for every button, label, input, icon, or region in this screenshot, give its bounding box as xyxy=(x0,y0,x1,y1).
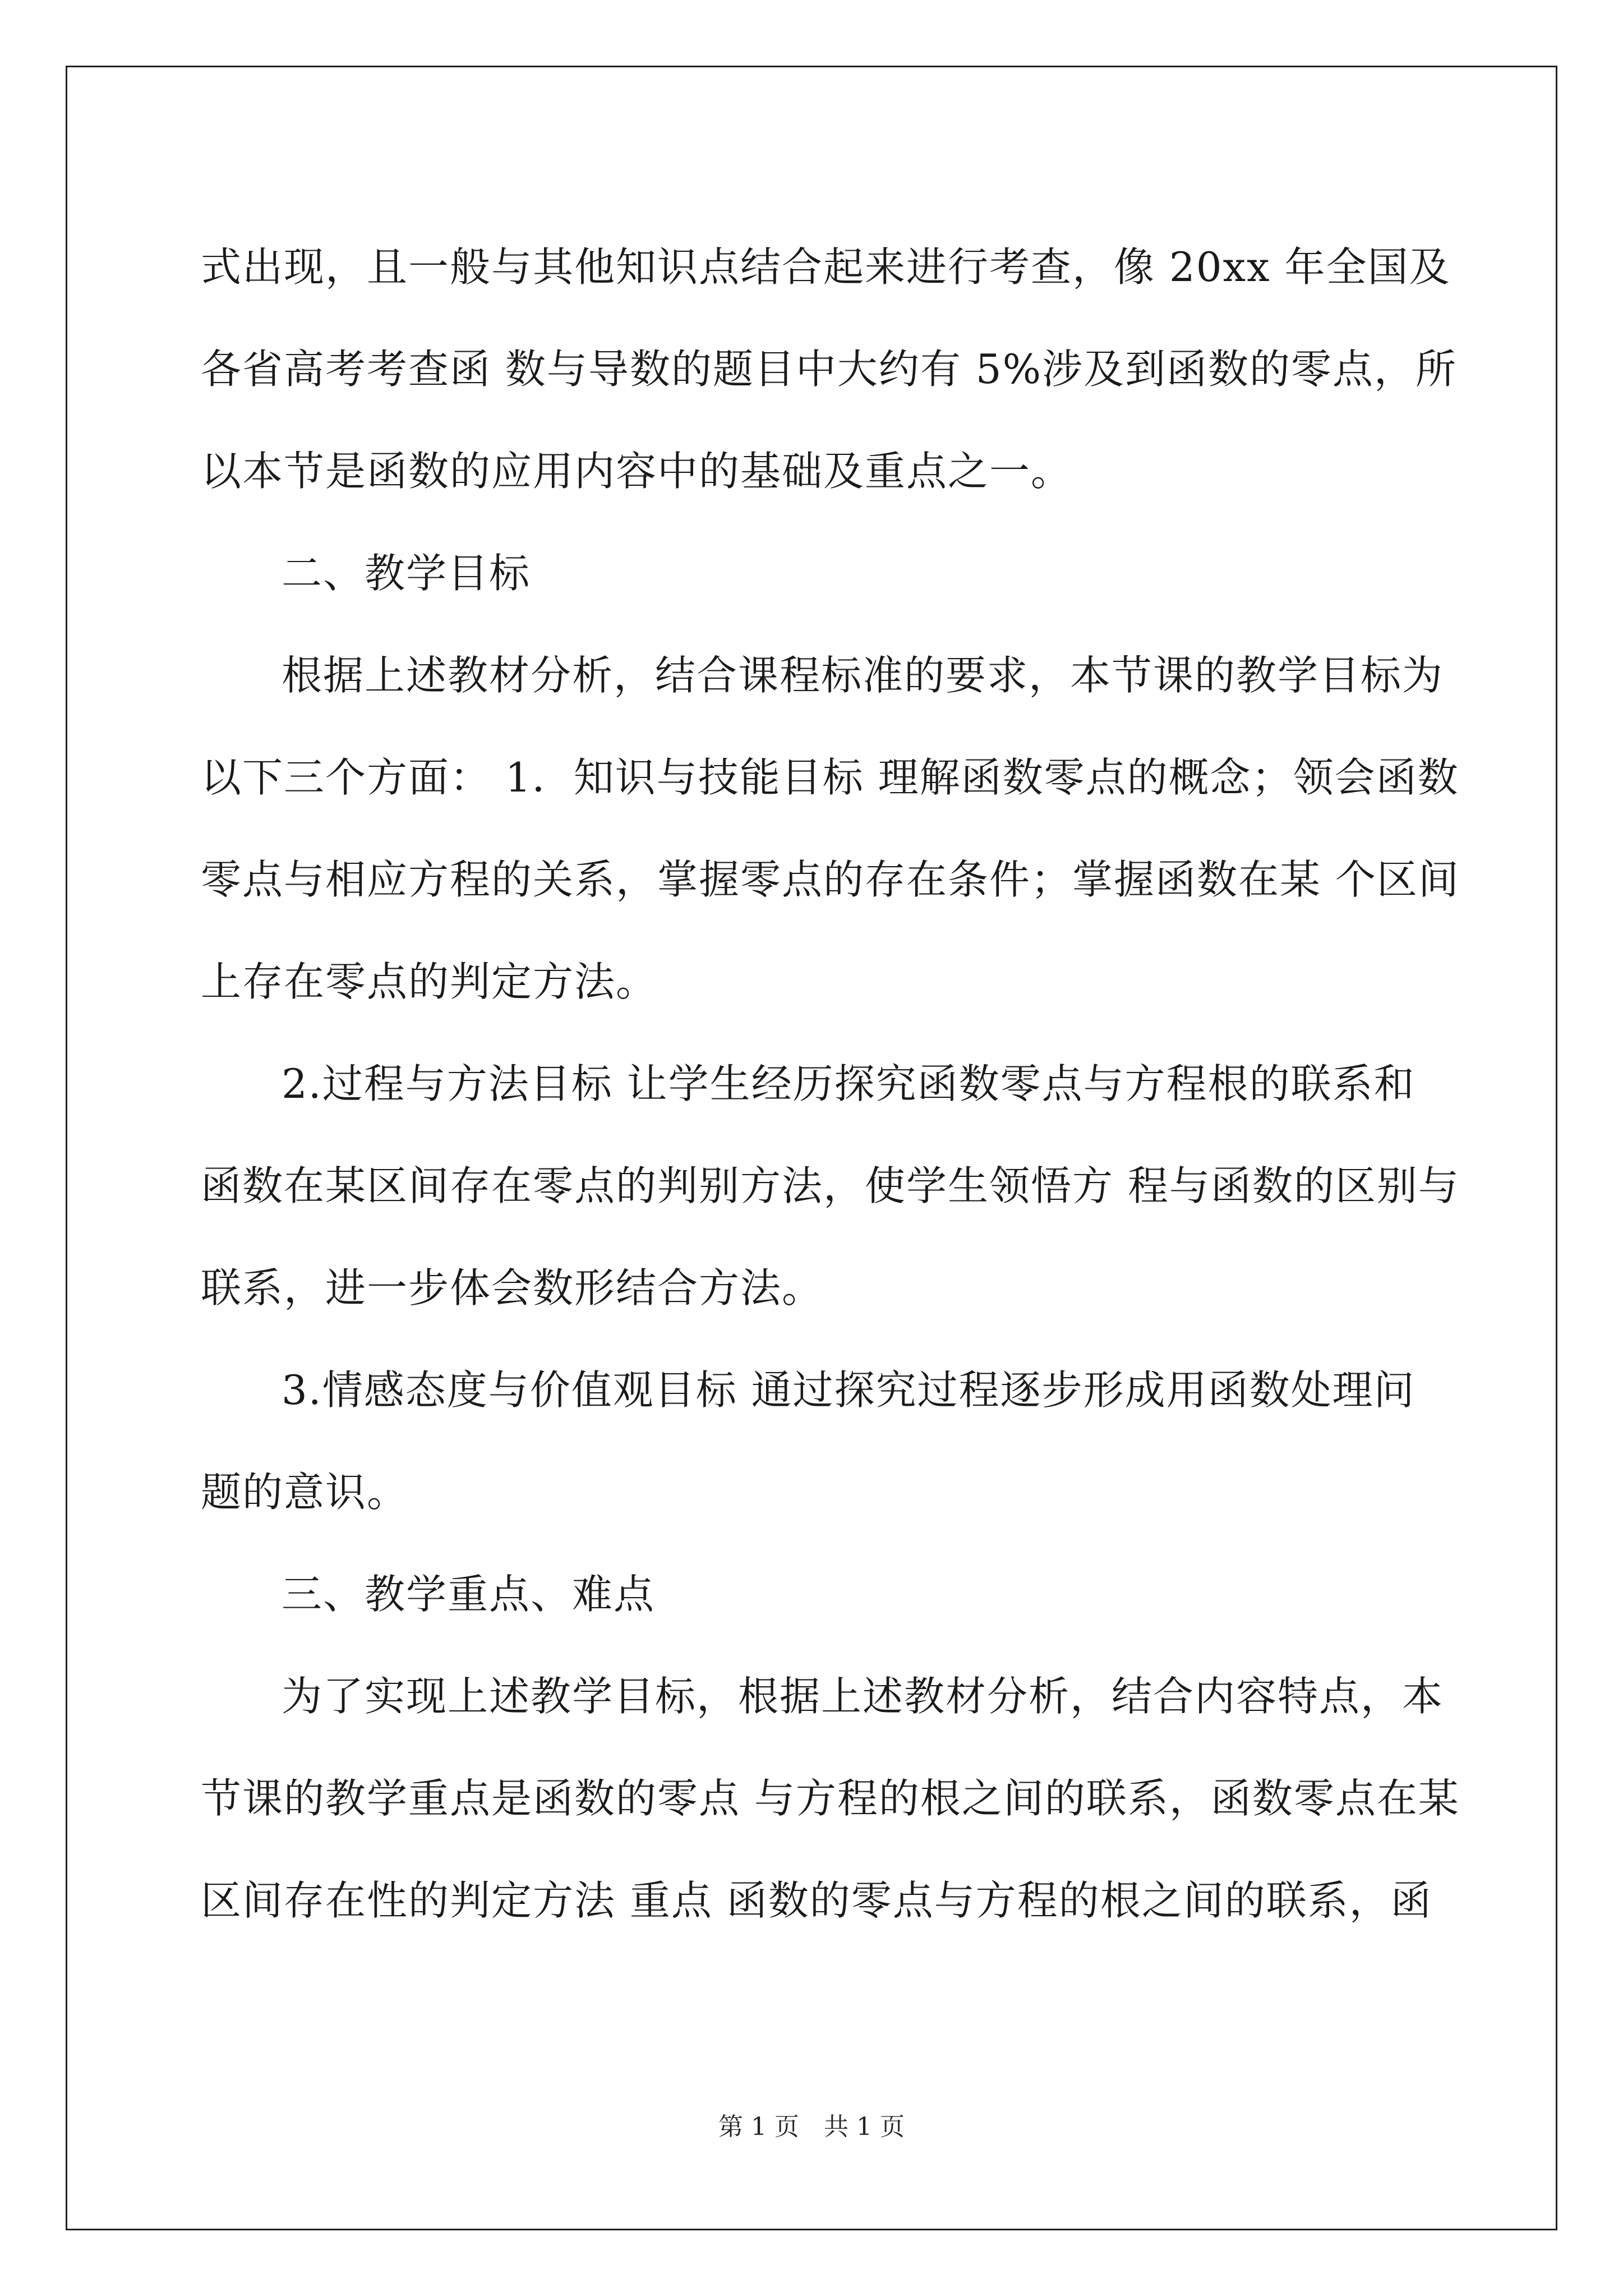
page-number-footer: 第 1 页 共 1 页 xyxy=(718,2113,905,2141)
document-body xyxy=(201,216,1460,1952)
paragraph-attitude-values-goal xyxy=(201,1339,1429,1543)
text-line: 函数在某区间存在零点的判别方法，使学生领悟方 程与函数的区别与 xyxy=(201,1162,1460,1209)
text-line: 零点与相应方程的关系，掌握零点的存在条件；掌握函数在某 个区间 xyxy=(201,856,1460,903)
text-line: 2.过程与方法目标 让学生经历探究函数零点与方程根的联系和 xyxy=(282,1060,1415,1107)
text-line: 联系，进一步体会数形结合方法。 xyxy=(201,1264,824,1312)
text-line: 3.情感态度与价值观目标 通过探究过程逐步形成用函数处理问 xyxy=(282,1366,1415,1414)
section-heading-key-points: 三、教学重点、难点 xyxy=(282,1571,656,1618)
text-line: 节课的教学重点是函数的零点 与方程的根之间的联系，函数零点在某 xyxy=(201,1775,1460,1822)
text-line: 以下三个方面： 1．知识与技能目标 理解函数零点的概念；领会函数 xyxy=(201,754,1459,801)
paragraph-key-points xyxy=(201,1645,1460,1952)
paragraph-process-method-goal xyxy=(201,1033,1460,1339)
section-heading-teaching-goals: 二、教学目标 xyxy=(282,550,531,597)
text-line: 根据上述教材分析，结合课程标准的要求，本节课的教学目标为 xyxy=(282,652,1444,699)
text-line: 上存在零点的判定方法。 xyxy=(201,958,658,1005)
text-line: 题的意识。 xyxy=(201,1469,409,1516)
text-line: 各省高考考查函 数与导数的题目中大约有 5%涉及到函数的零点，所 xyxy=(201,346,1457,393)
text-line: 式出现，且一般与其他知识点结合起来进行考查，像 20xx 年全国及 xyxy=(201,243,1451,291)
paragraph-zero-point-exam-context xyxy=(201,216,1457,522)
paragraph-teaching-goals xyxy=(201,624,1460,1033)
text-line: 以本节是函数的应用内容中的基础及重点之一。 xyxy=(201,448,1073,495)
text-line: 区间存在性的判定方法 重点 函数的零点与方程的根之间的联系，函 xyxy=(201,1877,1432,1924)
text-line: 为了实现上述教学目标，根据上述教材分析，结合内容特点，本 xyxy=(282,1673,1444,1720)
